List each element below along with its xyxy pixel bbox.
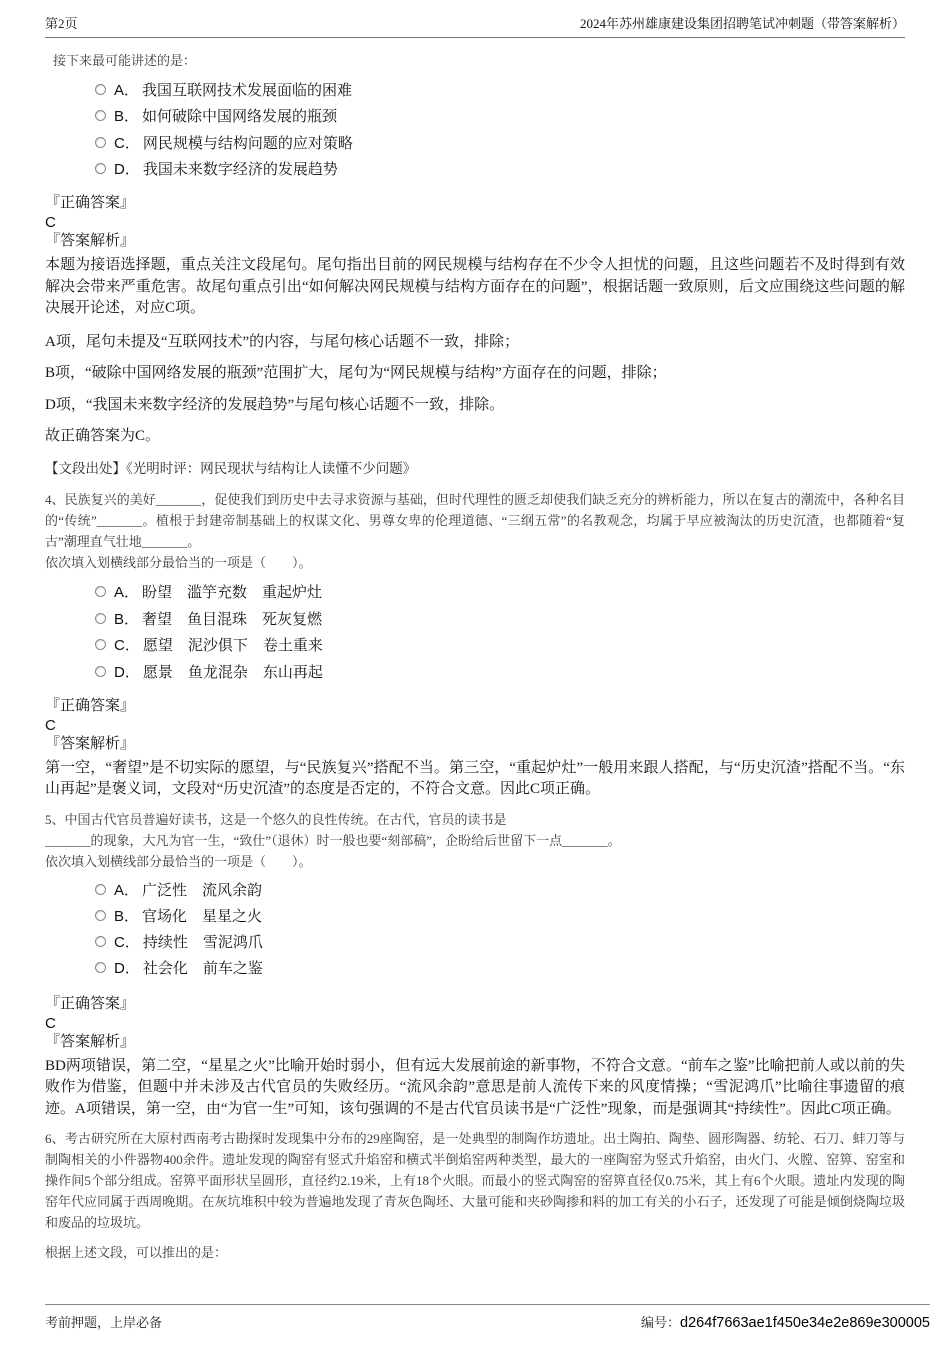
- page-number: 第2页: [45, 16, 78, 31]
- analysis-label: 『答案解析』: [45, 735, 136, 752]
- option-text: 盼望 滥竽充数 重起炉灶: [142, 585, 323, 602]
- radio-button-icon[interactable]: [95, 586, 106, 597]
- option-letter: B．: [114, 610, 140, 628]
- question4-stem: 4、民族复兴的美好_______，促使我们到历史中去寻求资源与基础，但时代理性的匮乏却使我们缺乏充分的辨析能力，所以在复古的潮流中，各种名目的“传统”_______。植根于封建帝制基础上的权谋文化、男尊女卑的伦理道德、“三纲五常”的名教观念，均属于早应被淘汰的历史沉渣，也都随着“复古”潮理直气壮地_______。: [45, 491, 905, 549]
- radio-button-icon[interactable]: [95, 613, 106, 624]
- radio-button-icon[interactable]: [95, 137, 106, 148]
- option-letter: A．: [114, 882, 140, 899]
- question5-stem-line1: 5、中国古代官员普遍好读书，这是一个悠久的良性传统。在古代，官员的读书是: [45, 811, 507, 827]
- question4-options: [45, 579, 905, 685]
- doc-id-label: 编号：: [641, 1315, 681, 1330]
- option-letter: D．: [114, 663, 140, 681]
- analysis-paragraph: 第一空，“奢望”是不切实际的愿望，与“民族复兴”搭配不当。第三空，“重起炉灶”一般用来跟人搭配，与“历史沉渣”搭配不当。“东山再起”是褒义词，文段对“历史沉渣”的态度是否定的，不符合文意。因此C项正确。: [45, 759, 905, 797]
- option-d[interactable]: [45, 156, 905, 183]
- radio-button-icon[interactable]: [95, 163, 106, 174]
- option-letter: B．: [114, 108, 140, 126]
- doc-id-value: d264f7663ae1f450e34e2e869e300005: [680, 1315, 930, 1331]
- radio-button-icon[interactable]: [95, 84, 106, 95]
- option-a[interactable]: [45, 76, 905, 103]
- option-b[interactable]: [45, 903, 905, 929]
- option-text: 愿景 鱼龙混杂 东山再起: [142, 664, 323, 681]
- radio-button-icon[interactable]: [95, 962, 106, 973]
- answer-value: C: [45, 214, 56, 231]
- analysis-label: 『答案解析』: [45, 1033, 136, 1050]
- radio-button-icon[interactable]: [95, 666, 106, 677]
- option-d[interactable]: [45, 658, 905, 685]
- option-b[interactable]: [45, 605, 905, 632]
- question3-lead: 接下来最可能讲述的是：: [53, 53, 197, 68]
- source-line: 【文段出处】《光明时评：网民现状与结构让人读懂不少问题》: [45, 460, 417, 476]
- radio-button-icon[interactable]: [95, 884, 106, 895]
- question5-options: [45, 877, 905, 981]
- page-header: [45, 0, 905, 38]
- option-letter: C．: [114, 134, 140, 152]
- option-letter: C．: [114, 637, 140, 655]
- analysis-paragraph: 本题为接语选择题，重点关注文段尾句。尾句指出目前的网民规模与结构存在不少令人担忧的问题，且这些问题若不及时得到有效解决会带来严重危害。故尾句重点引出“如何解决网民规模与结构方面存在的问题”，根据话题一致原则，后文应围绕这些问题的解决展开论述，对应C项。: [45, 257, 905, 316]
- option-letter: B．: [114, 908, 140, 925]
- option-c[interactable]: [45, 129, 905, 156]
- option-a[interactable]: [45, 579, 905, 606]
- correct-answer-label: 『正确答案』: [45, 697, 136, 714]
- option-d[interactable]: [45, 955, 905, 981]
- option-letter: A．: [114, 584, 140, 602]
- correct-answer-label: 『正确答案』: [45, 195, 136, 211]
- page-footer: [45, 1304, 930, 1331]
- analysis-paragraph: D项，“我国未来数字经济的发展趋势”与尾句核心话题不一致，排除。: [45, 396, 505, 413]
- analysis-paragraph: B项，“破除中国网络发展的瓶颈”范围扩大，尾句为“网民规模与结构”方面存在的问题，排除；: [45, 365, 667, 381]
- question4-prompt: 依次填入划横线部分最恰当的一项是（ ）。: [45, 554, 312, 570]
- option-b[interactable]: [45, 103, 905, 130]
- question6-stem: 6、考古研究所在大原村西南考古勘探时发现集中分布的29座陶窑，是一处典型的制陶作坊遗址。出土陶拍、陶垫、圆形陶器、纺轮、石刀、蚌刀等与制陶相关的小件器物400余件。遗址发现的陶窑有竖式升焰窑和横式半倒焰窑两种类型，最大的一座陶窑为竖式升焰窑，由火门、火膛、窑箅、窑室和操作间5个部分组成。窑箅平面形状呈圆形，直径约2.19米，上有18个火眼。而最小的竖式陶窑的窑箅直径仅0.75米，其上有6个火眼。遗址内发现的陶窑年代应同属于西周晚期。在灰坑堆积中较为普遍地发现了青灰色陶坯、大量可能和夹砂陶掺和料的加工有关的小石子，还发现了可能是倾倒烧陶垃圾和废品的垃圾坑。: [45, 1131, 905, 1230]
- option-letter: D．: [114, 161, 140, 179]
- radio-button-icon[interactable]: [95, 936, 106, 947]
- radio-button-icon[interactable]: [95, 910, 106, 921]
- option-letter: A．: [114, 81, 140, 99]
- question5-prompt: 依次填入划横线部分最恰当的一项是（ ）。: [45, 853, 312, 869]
- analysis-paragraph: A项，尾句未提及“互联网技术”的内容，与尾句核心话题不一致，排除；: [45, 333, 520, 350]
- option-text: 官场化 星星之火: [142, 909, 263, 925]
- document-title: 2024年苏州雄康建设集团招聘笔试冲刺题（带答案解析）: [579, 16, 905, 31]
- option-text: 我国未来数字经济的发展趋势: [142, 162, 338, 179]
- option-c[interactable]: [45, 632, 905, 659]
- option-text: 我国互联网技术发展面临的困难: [142, 82, 353, 99]
- correct-answer-label: 『正确答案』: [45, 995, 136, 1012]
- analysis-paragraph: BD两项错误，第二空，“星星之火”比喻开始时弱小，但有远大发展前途的新事物，不符合文意。“前车之鉴”比喻把前人或以前的失败作为借鉴，但题中并未涉及古代官员的失败经历。“流风余韵”意思是前人流传下来的风度情操；“雪泥鸿爪”比喻往事遗留的痕迹。A项错误，第一空，由“为官一生”可知，该句强调的不是古代官员读书是“广泛性”现象，而是强调其“持续性”。因此C项正确。: [45, 1057, 905, 1117]
- question3-options: [45, 76, 905, 182]
- footer-slogan: 考前押题，上岸必备: [45, 1315, 163, 1330]
- question6-prompt: 根据上述文段，可以推出的是：: [45, 1245, 228, 1260]
- option-text: 奢望 鱼目混珠 死灰复燃: [142, 611, 323, 628]
- option-a[interactable]: [45, 877, 905, 903]
- question5-stem-line2: _______的现象，大凡为官一生，“致仕”（退休）时一般也要“刻部稿”，企盼给后世留下一点_______。: [45, 832, 621, 848]
- option-letter: D．: [114, 960, 140, 977]
- option-text: 社会化 前车之鉴: [142, 961, 263, 977]
- answer-value: C: [45, 716, 56, 734]
- option-text: 持续性 雪泥鸿爪: [142, 935, 263, 951]
- analysis-label: 『答案解析』: [45, 233, 136, 249]
- radio-button-icon[interactable]: [95, 639, 106, 650]
- answer-value: C: [45, 1014, 56, 1032]
- option-letter: C．: [114, 934, 140, 951]
- radio-button-icon[interactable]: [95, 110, 106, 121]
- option-text: 广泛性 流风余韵: [142, 883, 263, 899]
- option-text: 网民规模与结构问题的应对策略: [142, 135, 353, 152]
- option-text: 愿望 泥沙俱下 卷土重来: [142, 638, 323, 655]
- doc-id: [641, 1312, 930, 1331]
- option-c[interactable]: [45, 929, 905, 955]
- analysis-paragraph: 故正确答案为C。: [45, 428, 161, 444]
- option-text: 如何破除中国网络发展的瓶颈: [142, 109, 338, 126]
